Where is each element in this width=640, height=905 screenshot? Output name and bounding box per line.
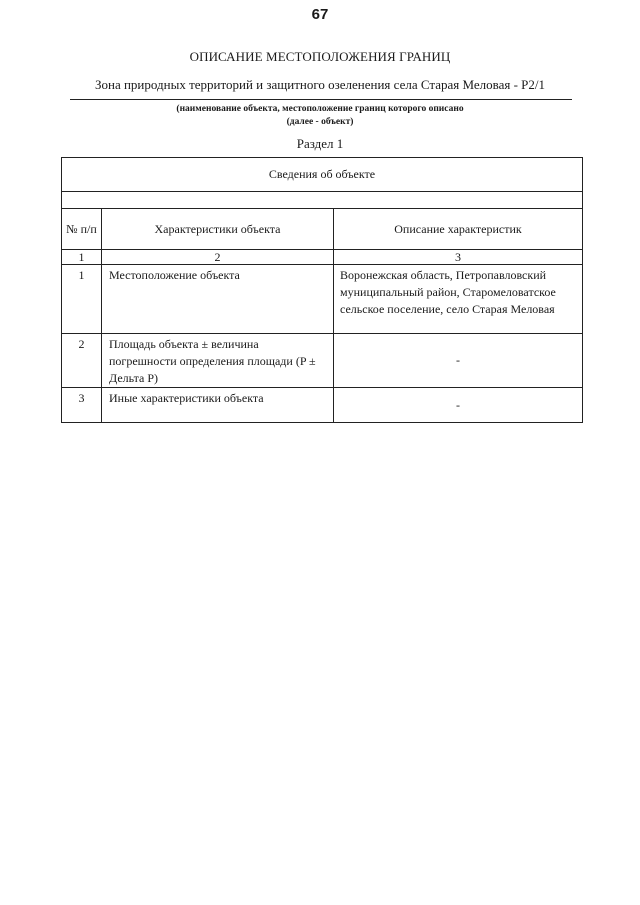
object-name: Зона природных территорий и защитного озеленения села Старая Меловая - Р2/1	[94, 77, 546, 92]
page-number: 67	[311, 6, 329, 23]
object-name-underline	[70, 99, 572, 100]
row-number: 3	[62, 388, 102, 423]
row-number: 1	[62, 265, 102, 334]
column-index-3: 3	[334, 250, 583, 265]
column-index-1: 1	[62, 250, 102, 265]
column-header-characteristics: Характеристики объекта	[102, 209, 334, 250]
row-characteristic: Иные характеристики объекта	[102, 388, 334, 423]
table-row	[62, 334, 583, 388]
column-index-2: 2	[102, 250, 334, 265]
row-description: Воронежская область, Петропавловский муниципальный район, Старомеловатское сельское поселение, село Старая Меловая	[334, 265, 583, 334]
row-number: 2	[62, 334, 102, 388]
column-index-row	[62, 250, 583, 265]
object-caption-line-2: (далее - объект)	[286, 117, 354, 127]
section-label: Раздел 1	[296, 136, 344, 151]
table-row	[62, 265, 583, 334]
table-title: Сведения об объекте	[62, 158, 583, 192]
column-header-description: Описание характеристик	[334, 209, 583, 250]
row-characteristic: Местоположение объекта	[102, 265, 334, 334]
table-header-row	[62, 209, 583, 250]
document-title: ОПИСАНИЕ МЕСТОПОЛОЖЕНИЯ ГРАНИЦ	[189, 49, 451, 64]
row-characteristic: Площадь объекта ± величина погрешности определения площади (P ± Дельта P)	[102, 334, 334, 388]
column-header-number: № п/п	[62, 209, 102, 250]
object-info-table	[61, 157, 583, 423]
object-caption-line-1: (наименование объекта, местоположение границ которого описано	[176, 104, 464, 114]
row-description: -	[334, 334, 583, 388]
row-description: -	[334, 388, 583, 423]
table-spacer-row	[62, 192, 583, 209]
table-row	[62, 388, 583, 423]
